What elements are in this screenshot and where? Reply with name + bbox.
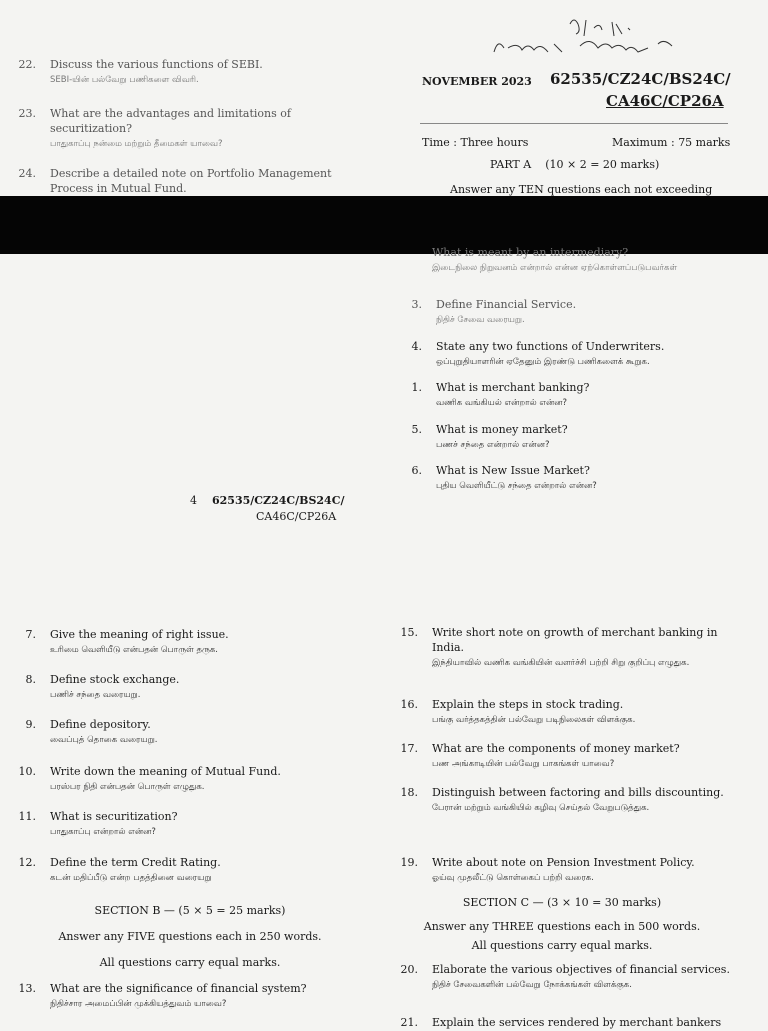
- question-text: What is securitization?: [50, 810, 178, 823]
- question-text-tamil: பணிச் சந்தை வரையறு.: [50, 689, 141, 700]
- section-c-equal-marks: All questions carry equal marks.: [471, 939, 653, 952]
- question-text-tamil: ஓய்வு முதலீட்டு கொள்கைப் பற்றி வரைக.: [432, 872, 594, 883]
- handwritten-annotation: [488, 14, 688, 60]
- question-number: 4.: [411, 340, 422, 353]
- question-4: [396, 340, 736, 368]
- question-text: What is New Issue Market?: [436, 464, 590, 477]
- question-8: [10, 673, 370, 701]
- question-number: 20.: [400, 963, 418, 976]
- question-number: 7.: [25, 628, 36, 641]
- section-b-instruction: Answer any FIVE questions each in 250 words.: [58, 930, 322, 943]
- part-marks: (10 × 2 = 20 marks): [545, 158, 660, 171]
- question-11: [10, 810, 370, 838]
- question-text: Write down the meaning of Mutual Fund.: [50, 765, 281, 778]
- paper-code-line2: CA46C/CP26A: [606, 92, 724, 110]
- question-text: What is money market?: [436, 423, 568, 436]
- question-text-tamil: வைப்புத் தொகை வரையறு.: [50, 734, 158, 745]
- question-23: [10, 107, 350, 150]
- question-number: 8.: [25, 673, 36, 686]
- question-12: [10, 856, 370, 884]
- footer-page-number: 4: [190, 494, 197, 507]
- question-22: [10, 58, 350, 86]
- question-text-tamil: நிதிச் சேவை வரையறு.: [436, 314, 525, 325]
- question-text: What is meant by an intermediary?: [432, 246, 629, 259]
- question-number: 10.: [18, 765, 36, 778]
- question-text: What are the components of money market?: [432, 742, 680, 755]
- question-text: Define stock exchange.: [50, 673, 180, 686]
- bottom-page: [0, 618, 768, 1029]
- question-text: Give the meaning of right issue.: [50, 628, 229, 641]
- section-b-equal-marks: All questions carry equal marks.: [99, 956, 281, 969]
- question-number: 3.: [411, 298, 422, 311]
- question-3: [396, 298, 736, 326]
- question-text-tamil: இந்தியாவில் வணிக வங்கியின் வளர்ச்சி பற்றி சிறு குறிப்பு எழுதுக.: [432, 657, 690, 668]
- part-label: PART A: [490, 158, 532, 171]
- question-number: 18.: [400, 786, 418, 799]
- question-text: State any two functions of Underwriters.: [436, 340, 665, 353]
- question-number: 19.: [400, 856, 418, 869]
- max-marks: Maximum : 75 marks: [612, 136, 731, 149]
- question-15: [392, 626, 732, 669]
- question-1: [396, 381, 736, 409]
- question-16: [392, 698, 732, 726]
- footer-code-line2: CA46C/CP26A: [256, 510, 337, 523]
- header-divider: [420, 123, 728, 124]
- section-c-heading: SECTION C — (3 × 10 = 30 marks): [462, 896, 662, 909]
- paper-code-line1: 62535/CZ24C/BS24C/: [550, 70, 731, 88]
- question-number: 21.: [400, 1016, 418, 1029]
- question-6: [396, 464, 736, 492]
- question-text-tamil: ஒப்புறுதியாளரின் ஏதேனும் இரண்டு பணிகளைக் கூறுக.: [436, 356, 650, 367]
- question-text-tamil: பண அங்காடியின் பல்வேறு பாகங்கள் யாவை?: [432, 758, 615, 769]
- question-text-tamil: புதிய வெளியீட்டு சந்தை என்றால் என்ன?: [436, 480, 597, 491]
- question-number: 12.: [18, 856, 36, 869]
- question-text: Define the term Credit Rating.: [50, 856, 221, 869]
- question-text: Define depository.: [50, 718, 151, 731]
- question-text: Discuss the various functions of SEBI.: [50, 58, 263, 71]
- question-text: Write short note on growth of merchant banking in India.: [432, 626, 718, 654]
- question-10: [10, 765, 370, 793]
- question-number: 16.: [400, 698, 418, 711]
- question-text: Explain the steps in stock trading.: [432, 698, 624, 711]
- question-13: [10, 982, 370, 1010]
- exam-month: NOVEMBER 2023: [422, 75, 532, 88]
- section-c-instruction: Answer any THREE questions each in 500 words.: [423, 920, 701, 933]
- time-label: Time : Three hours: [422, 136, 529, 149]
- question-5: [396, 423, 736, 451]
- question-text-tamil: பணச் சந்தை என்றால் என்ன?: [436, 439, 550, 450]
- question-20: [392, 963, 732, 991]
- question-text: Describe a detailed note on Portfolio Management Process in Mutual Fund.: [50, 167, 332, 195]
- question-text-tamil: பேரான் மற்றும் வங்கியில் கழிவு செய்தல் வேறுபடுத்துக.: [432, 802, 650, 813]
- question-text: Explain the services rendered by merchant bankers: [432, 1016, 722, 1029]
- question-text-tamil: பங்கு வர்த்தகத்தின் பல்வேறு படிநிலைகள் விளக்குக.: [432, 714, 636, 725]
- question-text: Distinguish between factoring and bills discounting.: [432, 786, 724, 799]
- question-21-partial: [392, 1016, 732, 1031]
- question-text-tamil: கடன் மதிப்பீடு என்ற பதத்தினை வரையறு: [50, 872, 212, 883]
- part-instruction: Answer any TEN questions each not exceeding: [450, 183, 713, 196]
- question-number: 6.: [411, 464, 422, 477]
- question-number: 5.: [411, 423, 422, 436]
- question-18: [392, 786, 732, 814]
- question-text: Elaborate the various objectives of financial services.: [432, 963, 730, 976]
- question-text-tamil: பாதுகாப்பு நன்மை மற்றும் தீமைகள் யாவை?: [50, 138, 223, 149]
- question-2: [392, 246, 742, 274]
- section-b-heading: SECTION B — (5 × 5 = 25 marks): [94, 904, 286, 917]
- question-number: 11.: [18, 810, 36, 823]
- question-number: 15.: [400, 626, 418, 639]
- question-text-tamil: பாதுகாப்பு என்றால் என்ன?: [50, 826, 156, 837]
- top-page-lower: [0, 246, 768, 584]
- question-text-tamil: நிதிச்சார அமைப்பின் முக்கியத்துவம் யாவை?: [50, 998, 227, 1009]
- footer-code-line1: 62535/CZ24C/BS24C/: [212, 494, 345, 507]
- question-19: [392, 856, 732, 884]
- question-24: [10, 167, 350, 197]
- question-text: Write about note on Pension Investment Policy.: [432, 856, 695, 869]
- question-text-tamil: வணிக வங்கியல் என்றால் என்ன?: [436, 397, 567, 408]
- question-9: [10, 718, 370, 746]
- question-number: 23.: [18, 107, 36, 120]
- part-heading: [490, 158, 659, 171]
- question-number: 13.: [18, 982, 36, 995]
- question-text: What is merchant banking?: [436, 381, 590, 394]
- question-text: Define Financial Service.: [436, 298, 577, 311]
- question-number: 24.: [18, 167, 36, 180]
- question-text-tamil: உரிமை வெளியீடு என்பதன் பொருள் தருக.: [50, 644, 219, 655]
- question-text-tamil: நிதிச் சேவைகளின் பல்வேறு நோக்கங்கள் விளக்குக.: [432, 979, 632, 990]
- question-17: [392, 742, 732, 770]
- question-number: 17.: [400, 742, 418, 755]
- question-number: 22.: [18, 58, 36, 71]
- question-text-tamil: SEBI-யின் பல்வேறு பணிகளை விவரி.: [50, 74, 199, 85]
- question-text: What are the advantages and limitations of securitization?: [50, 107, 291, 135]
- question-text-tamil: பரஸ்பர நிதி என்பதன் பொருள் எழுதுக.: [50, 781, 205, 792]
- question-text: What are the significance of financial system?: [50, 982, 307, 995]
- question-number: 9.: [25, 718, 36, 731]
- question-number: 1.: [411, 381, 422, 394]
- question-text-tamil: இடைநிலை நிறுவனம் என்றால் என்ன ஏற்கொள்ளப்படுபவர்கள்: [432, 262, 678, 273]
- question-7: [10, 628, 370, 656]
